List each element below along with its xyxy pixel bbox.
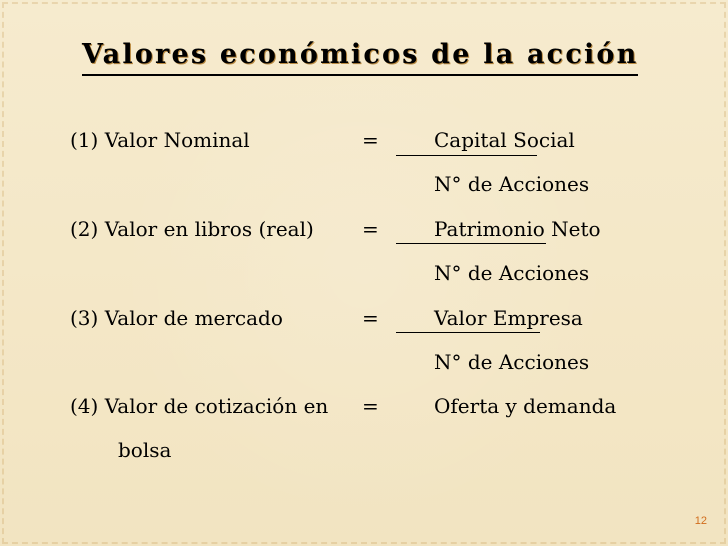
title-underline — [82, 74, 638, 76]
row-1-numerator: Capital Social — [434, 128, 575, 152]
row-4-operator: = — [362, 394, 379, 418]
row-2-denominator: N° de Acciones — [434, 261, 590, 285]
row-3-fraction-line — [396, 332, 540, 333]
row-1-operator: = — [362, 128, 379, 152]
row-4-label-line-2: bolsa — [118, 438, 172, 462]
row-3-operator: = — [362, 306, 379, 330]
row-3-denominator: N° de Acciones — [434, 350, 590, 374]
row-2-numerator: Patrimonio Neto — [434, 217, 601, 241]
row-3-numerator: Valor Empresa — [434, 306, 583, 330]
row-3-label: (3) Valor de mercado — [70, 306, 283, 330]
row-1-label: (1) Valor Nominal — [70, 128, 250, 152]
slide-number: 12 — [694, 515, 707, 527]
row-1-fraction-line — [396, 155, 537, 156]
row-2-fraction-line — [396, 243, 546, 244]
row-4-value: Oferta y demanda — [434, 394, 617, 418]
row-4-label-line-1: (4) Valor de cotización en — [70, 394, 329, 418]
row-1-denominator: N° de Acciones — [434, 172, 590, 196]
row-2-label: (2) Valor en libros (real) — [70, 217, 314, 241]
page-title: Valores económicos de la acción — [82, 39, 639, 70]
row-2-operator: = — [362, 217, 379, 241]
